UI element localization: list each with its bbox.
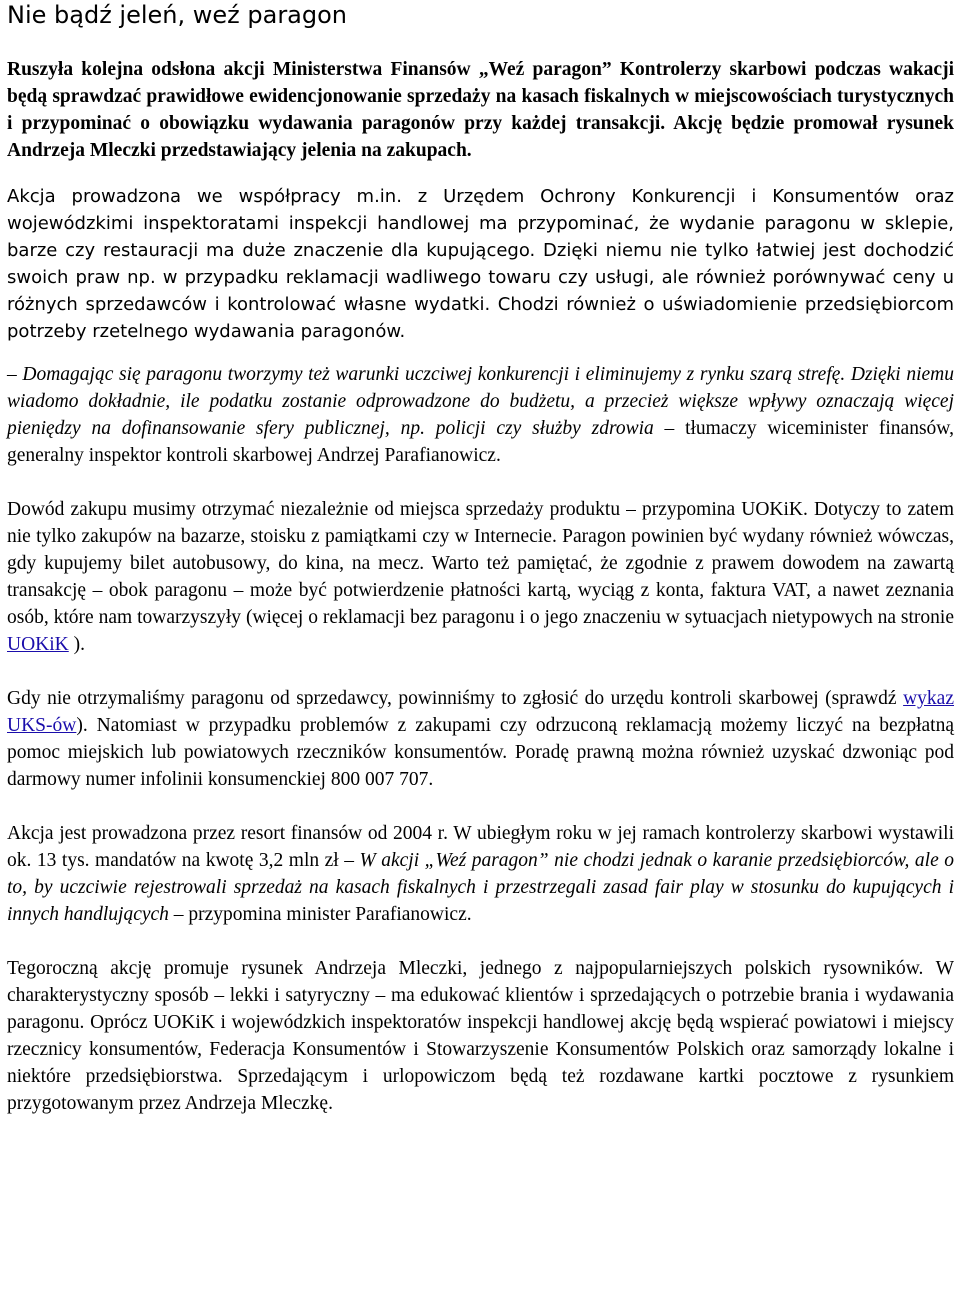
paragraph-proof-of-purchase <box>7 496 954 658</box>
paragraph-no-receipt <box>7 685 954 793</box>
uks-list-link[interactable]: wykaz UKS-ów <box>7 688 954 736</box>
quote-viceminister: – Domagając się paragonu tworzymy też warunki uczciwej konkurencji i eliminujemy z rynku szarą strefę. Dzięki niemu wiadomo dokładnie, ile podatku zostanie odprowadzone do budżetu, a przecież większe wpływy oznaczają więcej pieniędzy na dofinansowanie sfery publicznej, np. policji czy służby zdrowia <box>7 364 954 439</box>
paragraph-cooperation: Akcja prowadzona we współpracy m.in. z Urzędem Ochrony Konkurencji i Konsumentów oraz wojewódzkimi inspektoratami inspekcji handlowej ma przypominać, że wydanie paragonu w sklepie, barze czy restauracji ma duże znaczenie dla kupującego. Dzięki niemu nie tylko łatwiej jest dochodzić swoich praw np. w przypadku reklamacji wadliwego towaru czy usługi, ale również porównywać ceny u różnych sprzedawców i kontrolować własne wydatki. Chodzi również o uświadomienie przedsiębiorcom potrzeby rzetelnego wydawania paragonów. <box>7 186 954 342</box>
history-attribution: – przypomina minister Parafianowicz. <box>168 904 472 925</box>
article-title: Nie bądź jeleń, weź paragon <box>7 1 348 29</box>
quote-minister: W akcji „Weź paragon” nie chodzi jednak o karanie przedsiębiorców, ale o to, by uczciwie rejestrowali sprzedaż na kasach fiskalnych i przestrzegali zasad fair play w stosunku do kupujących i innych handlujących <box>7 850 954 925</box>
paragraph-campaign-history <box>7 820 954 928</box>
uokik-link[interactable]: UOKiK <box>7 634 69 655</box>
no-receipt-text-end: ). Natomiast w przypadku problemów z zakupami czy odrzuconą reklamacją możemy liczyć na bezpłatną pomoc miejskich lub powiatowych rzeczników konsumentów. Poradę prawną można również uzyskać dzwoniąc pod darmowy numer infolinii konsumenckiej 800 007 707. <box>7 715 954 790</box>
article-lead: Ruszyła kolejna odsłona akcji Ministerstwa Finansów „Weź paragon” Kontrolerzy skarbowi podczas wakacji będą sprawdzać prawidłowe ewidencjonowanie sprzedaży na kasach fiskalnych w miejscowościach turystycznych i przypominać o obowiązku wydawania paragonów przy każdej transakcji. Akcję będzie promował rysunek Andrzeja Mleczki przedstawiający jelenia na zakupach. <box>7 59 954 161</box>
history-text: Akcja jest prowadzona przez resort finansów od 2004 r. W ubiegłym roku w jej ramach kontrolerzy skarbowi wystawili ok. 13 tys. mandatów na kwotę 3,2 mln zł – <box>7 823 954 871</box>
proof-text: Dowód zakupu musimy otrzymać niezależnie od miejsca sprzedaży produktu – przypomina UOKiK. Dotyczy to zatem nie tylko zakupów na bazarze, stoisku z pamiątkami czy w Internecie. Paragon powinien być wydany również wówczas, gdy kupujemy bilet autobusowy, do kina, na mecz. Warto też pamiętać, że zgodnie z prawem dowodem na zawartą transakcję – obok paragonu – może być potwierdzenie płatności kartą, wyciąg z konta, faktura VAT, a nawet zeznania osób, które nam towarzyszyły (więcej o reklamacji bez paragonu i o jego znaczeniu w sytuacjach nietypowych na stronie <box>7 499 954 628</box>
proof-text-end: ). <box>68 634 85 655</box>
no-receipt-text: Gdy nie otrzymaliśmy paragonu od sprzedawcy, powinniśmy to zgłosić do urzędu kontroli skarbowej (sprawdź <box>7 688 904 709</box>
paragraph-quote-viceminister <box>7 361 954 469</box>
quote-attribution: – tłumaczy wiceminister finansów, generalny inspektor kontroli skarbowej Andrzej Parafianowicz. <box>7 418 954 466</box>
paragraph-mleczko-drawing: Tegoroczną akcję promuje rysunek Andrzeja Mleczki, jednego z najpopularniejszych polskich rysowników. W charakterystyczny sposób – lekki i satyryczny – ma edukować klientów i sprzedających o potrzebie brania i wydawania paragonu. Oprócz UOKiK i wojewódzkich inspektoratów inspekcji handlowej akcję będą wspierać powiatowi i miejscy rzecznicy konsumentów, Federacja Konsumentów i Stowarzyszenie Konsumentów Polskich oraz samorządy lokalne i niektóre przedsiębiorstwa. Sprzedającym i urlopowiczom będą też rozdawane kartki pocztowe z rysunkiem przygotowanym przez Andrzeja Mleczkę. <box>7 958 954 1114</box>
